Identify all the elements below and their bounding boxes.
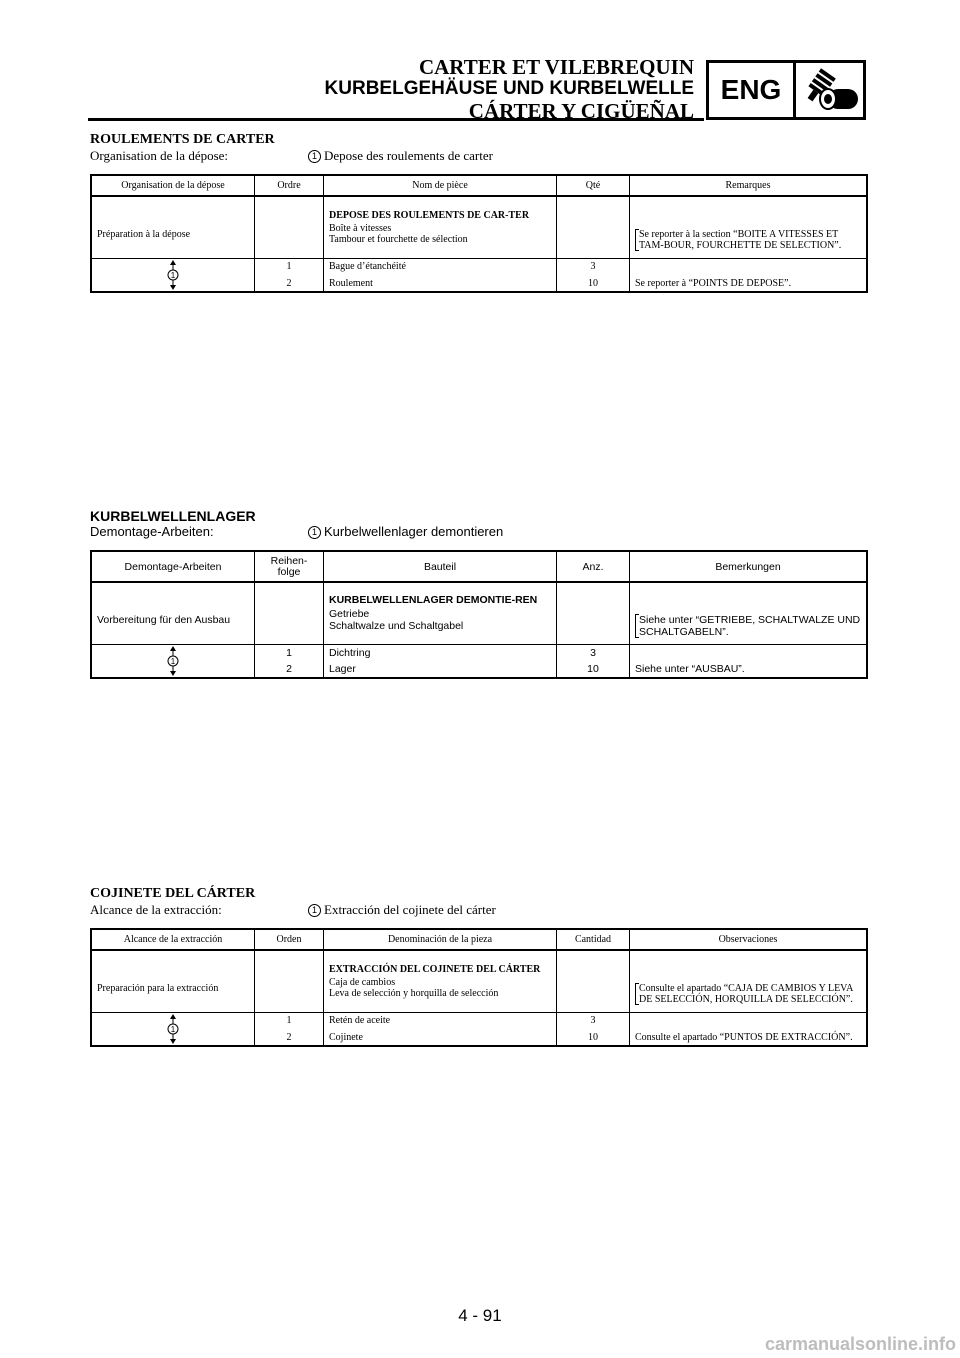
qty-cell: 10 xyxy=(557,1029,630,1046)
section-de xyxy=(90,508,868,675)
range-arrow-icon xyxy=(163,260,183,290)
section-subtitle xyxy=(90,902,868,920)
col-header: Nom de pièce xyxy=(324,175,557,196)
prep-part: Boîte à vitesses xyxy=(329,222,392,234)
qty-cell: 10 xyxy=(557,275,630,292)
prep-label: Préparation à la dépose xyxy=(91,196,255,258)
qty-cell: 10 xyxy=(557,661,630,678)
prep-label: Preparación para la extracción xyxy=(91,950,255,1012)
watermark: carmanualsonline.info xyxy=(764,1334,956,1354)
header-titles xyxy=(325,56,694,122)
subtitle-text: Kurbelwellenlager demontieren xyxy=(324,524,504,539)
header-title-de: KURBELGEHÄUSE UND KURBELWELLE xyxy=(324,78,694,99)
removal-table xyxy=(90,550,868,679)
section-badge-label: ENG xyxy=(709,63,796,117)
part-cell: Roulement xyxy=(324,275,557,292)
subtitle-label: Demontage-Arbeiten: xyxy=(90,524,214,539)
qty-cell: 3 xyxy=(557,1012,630,1029)
group-mark-text: 1 xyxy=(170,270,176,280)
prep-part: Schaltwalze und Schaltgabel xyxy=(329,620,464,633)
subtitle-text: Depose des roulements de carter xyxy=(324,148,493,163)
prep-parts xyxy=(324,196,557,258)
section-title: ROULEMENTS DE CARTER xyxy=(90,132,275,147)
section-fr xyxy=(90,132,868,289)
range-arrow-icon xyxy=(163,1014,183,1044)
prep-part: Caja de cambios xyxy=(329,976,396,988)
page-number: 4 - 91 xyxy=(458,1306,502,1325)
col-header: Cantidad xyxy=(557,929,630,950)
prep-heading: DEPOSE DES ROULEMENTS DE CAR-TER xyxy=(329,209,530,221)
header-title-es: CÁRTER Y CIGÜEÑAL xyxy=(468,99,694,123)
prep-remark: Consulte el apartado “CAJA DE CAMBIOS Y LEVA DE SELECCIÓN, HORQUILLA DE SELECCIÓN”. xyxy=(635,983,861,1005)
col-header: Reihen-folge xyxy=(255,551,324,582)
qty-cell: 3 xyxy=(557,644,630,661)
part-cell: Bague d’étanchéité xyxy=(324,258,557,275)
order-cell: 2 xyxy=(255,1029,324,1046)
col-header: Observaciones xyxy=(630,929,868,950)
range-arrow-icon xyxy=(163,646,183,676)
table-row xyxy=(91,1012,867,1029)
order-cell: 1 xyxy=(255,1012,324,1029)
col-header: Remarques xyxy=(630,175,868,196)
circled-number: 1 xyxy=(308,904,321,917)
remark-cell: Se reporter à “POINTS DE DEPOSE”. xyxy=(635,277,792,289)
part-cell: Cojinete xyxy=(324,1029,557,1046)
table-row xyxy=(91,582,867,644)
col-header: Bauteil xyxy=(324,551,557,582)
prep-heading: EXTRACCIÓN DEL COJINETE DEL CÁRTER xyxy=(329,963,541,975)
col-header: Organisation de la dépose xyxy=(91,175,255,196)
group-mark-text: 1 xyxy=(170,656,176,666)
section-title: KURBELWELLENLAGER xyxy=(90,508,256,524)
prep-parts xyxy=(324,582,557,644)
remark-cell xyxy=(630,1012,868,1029)
remark-cell xyxy=(630,644,868,661)
group-marker xyxy=(91,258,255,292)
header-title-fr: CARTER ET VILEBREQUIN xyxy=(418,55,694,79)
table-row xyxy=(91,196,867,258)
order-cell: 2 xyxy=(255,661,324,678)
removal-table xyxy=(90,174,868,293)
section-badge xyxy=(706,60,866,120)
col-header: Bemerkungen xyxy=(630,551,868,582)
prep-part: Leva de selección y horquilla de selección xyxy=(329,987,499,999)
section-subtitle xyxy=(90,524,868,542)
col-header: Denominación de la pieza xyxy=(324,929,557,950)
prep-remark: Se reporter à la section “BOITE A VITESSES ET TAM-BOUR, FOURCHETTE DE SELECTION”. xyxy=(635,229,861,251)
remark-cell: Siehe unter “AUSBAU”. xyxy=(635,663,745,675)
circled-number: 1 xyxy=(308,150,321,163)
remark-cell: Consulte el apartado “PUNTOS DE EXTRACCIÓN”. xyxy=(635,1031,853,1043)
table-row xyxy=(91,644,867,661)
qty-cell: 3 xyxy=(557,258,630,275)
col-header: Qté xyxy=(557,175,630,196)
prep-part: Tambour et fourchette de sélection xyxy=(329,233,468,245)
group-mark-text: 1 xyxy=(170,1024,176,1034)
removal-table xyxy=(90,928,868,1047)
order-cell: 1 xyxy=(255,258,324,275)
order-cell: 2 xyxy=(255,275,324,292)
group-marker xyxy=(91,644,255,678)
col-header: Demontage-Arbeiten xyxy=(91,551,255,582)
col-header: Ordre xyxy=(255,175,324,196)
group-marker xyxy=(91,1012,255,1046)
col-header: Anz. xyxy=(557,551,630,582)
section-es xyxy=(90,886,868,1043)
part-cell: Retén de aceite xyxy=(324,1012,557,1029)
prep-heading: KURBELWELLENLAGER DEMONTIE-REN xyxy=(329,594,538,607)
subtitle-label: Alcance de la extracción: xyxy=(90,902,222,917)
subtitle-value xyxy=(308,524,503,540)
part-cell: Lager xyxy=(324,661,557,678)
subtitle-value xyxy=(308,148,493,164)
order-cell: 1 xyxy=(255,644,324,661)
circled-number: 1 xyxy=(308,526,321,539)
engine-crank-icon xyxy=(796,63,863,117)
subtitle-label: Organisation de la dépose: xyxy=(90,148,229,163)
prep-parts xyxy=(324,950,557,1012)
col-header: Orden xyxy=(255,929,324,950)
section-title: COJINETE DEL CÁRTER xyxy=(90,886,256,901)
table-row xyxy=(91,950,867,1012)
part-cell: Dichtring xyxy=(324,644,557,661)
prep-label: Vorbereitung für den Ausbau xyxy=(91,582,255,644)
subtitle-text: Extracción del cojinete del cárter xyxy=(324,902,496,917)
subtitle-value xyxy=(308,902,496,918)
remark-cell xyxy=(630,258,868,275)
section-subtitle xyxy=(90,148,868,166)
header-rule xyxy=(88,118,704,121)
prep-part: Getriebe xyxy=(329,608,370,621)
col-header: Alcance de la extracción xyxy=(91,929,255,950)
table-row xyxy=(91,258,867,275)
prep-remark: Siehe unter “GETRIEBE, SCHALTWALZE UND SCHALTGABELN”. xyxy=(635,614,861,638)
